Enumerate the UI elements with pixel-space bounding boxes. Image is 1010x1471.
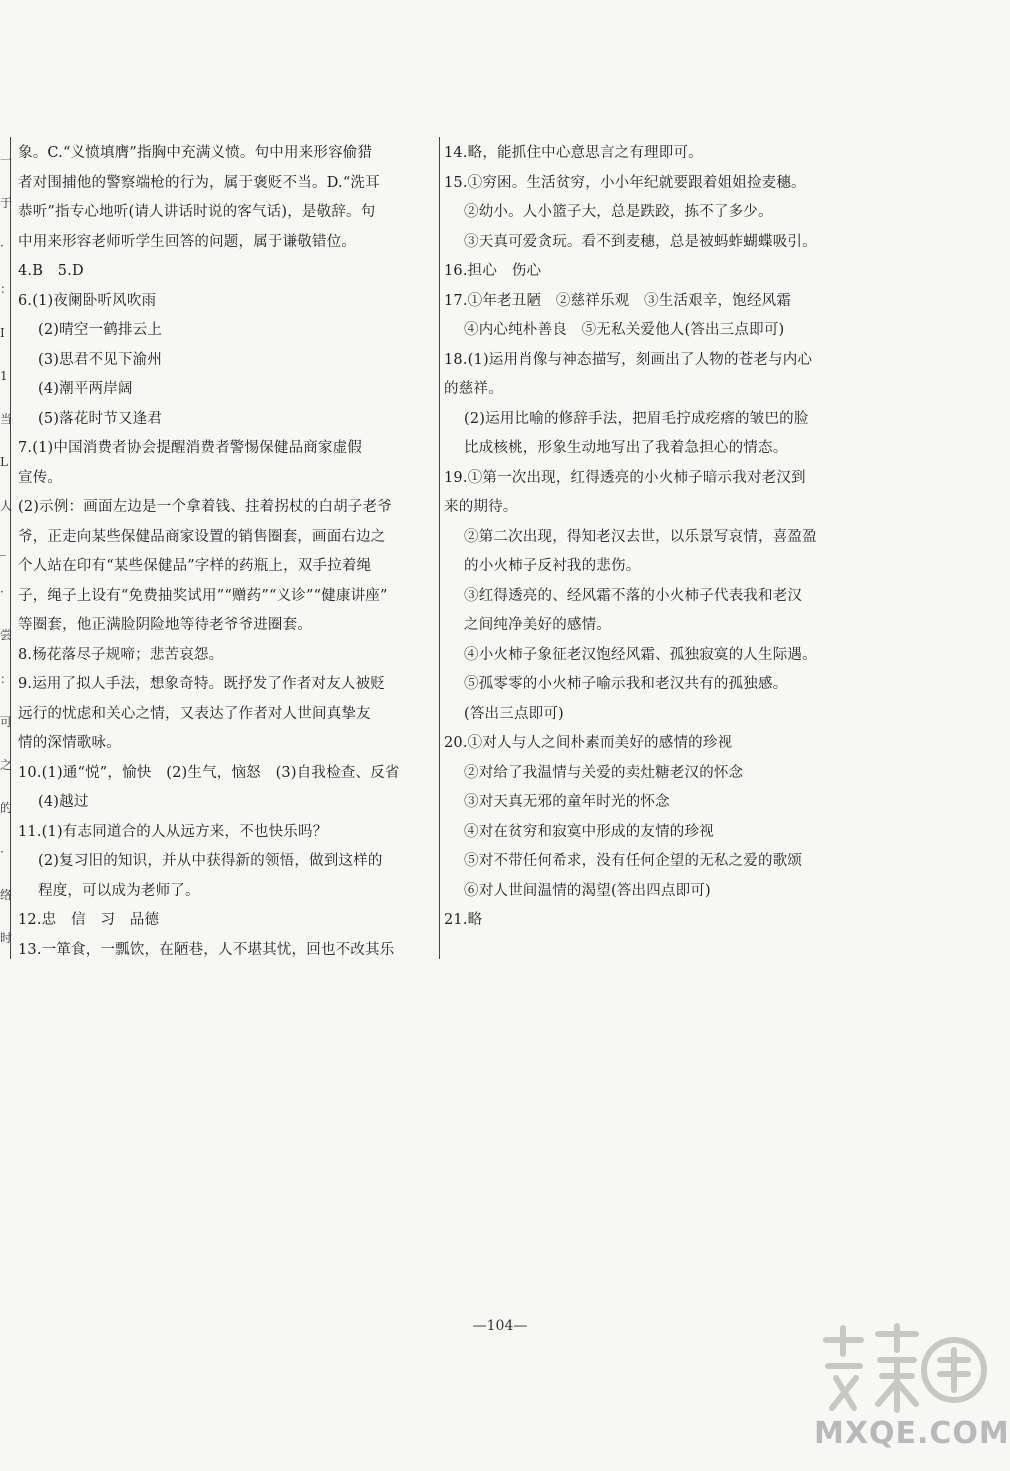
answer-line: 10.(1)通“悦”，愉快 (2)生气，恼怒 (3)自我检查、反省 <box>18 764 400 781</box>
answer-line: 的慈祥。 <box>444 381 503 397</box>
answer-line: 个人站在印有“某些保健品”字样的药瓶上，双手拉着绳 <box>18 558 372 574</box>
gutter-fragment: 于 <box>0 195 13 210</box>
answer-line: 8.杨花落尽子规啼；悲苦哀怨。 <box>18 646 224 663</box>
answer-line: (答出三点即可) <box>464 705 564 722</box>
answer-line: 18.(1)运用肖像与神态描写，刻画出了人物的苍老与内心 <box>444 351 813 368</box>
gutter-fragment: ： <box>0 671 13 686</box>
answer-line: 比成核桃，形象生动地写出了我着急担心的情态。 <box>464 440 788 456</box>
gutter-fragment: 络 <box>0 887 13 902</box>
answer-line: 者对围捕他的警察端枪的行为，属于褒贬不当。D.“洗耳 <box>18 174 380 191</box>
answer-line: 7.(1)中国消费者协会提醒消费者警惕保健品商家虚假 <box>18 440 363 456</box>
answer-line: ④内心纯朴善良 ⑤无私关爱他人(答出三点即可) <box>464 322 785 338</box>
answer-line: 象。C.“义愤填膺”指胸中充满义愤。句中用来形容偷猎 <box>18 145 373 161</box>
answer-line: (5)落花时节又逢君 <box>38 410 163 427</box>
answer-line: ⑤对不带任何希求，没有任何企望的无私之爱的歌颂 <box>464 853 803 869</box>
answer-line: ②第二次出现，得知老汉去世，以乐景写哀情，喜盈盈 <box>464 528 817 545</box>
answer-line: (2)示例：画面左边是一个拿着钱、拄着拐杖的白胡子老爷 <box>18 499 392 515</box>
answer-line: 19.①第一次出现，红得透亮的小火柿子暗示我对老汉到 <box>444 469 806 486</box>
gutter-fragment: 当 <box>0 412 13 427</box>
answer-line: (2)运用比喻的修辞手法，把眉毛拧成疙瘩的皱巴的脸 <box>464 410 809 427</box>
answer-line: 子，绳子上设有“免费抽奖试用”“赠药”“义诊”“健康讲座” <box>18 587 388 604</box>
gutter-fragment: 尝 <box>0 628 13 643</box>
answer-line: ②对给了我温情与关爱的卖灶糖老汉的怀念 <box>464 764 744 781</box>
answer-line: 12.忠 信 习 品德 <box>18 912 160 928</box>
gutter-fragment: 时 <box>0 931 13 946</box>
gutter-fragment: 的 <box>0 801 13 816</box>
gutter-fragment: 一 <box>0 152 13 167</box>
answer-line: ③对天真无邪的童年时光的怀念 <box>464 794 670 810</box>
watermark-text: MXQE.COM <box>814 1416 1010 1451</box>
answer-line: 9.运用了拟人手法，想象奇特。既抒发了作者对友人被贬 <box>18 676 386 692</box>
gutter-fragment: · <box>0 585 4 600</box>
answer-line: 15.①穷困。生活贫穷，小小年纪就要跟着姐姐捡麦穗。 <box>444 174 806 191</box>
gutter-fragment: L <box>0 455 8 470</box>
answer-line: ⑥对人世间温情的渴望(答出四点即可) <box>464 882 711 899</box>
answer-line: ④对在贫穷和寂寞中形成的友情的珍视 <box>464 823 714 840</box>
page-number: —104— <box>472 1318 528 1334</box>
answer-line: ②幼小。人小篮子大，总是跌跤，拣不了多少。 <box>464 204 773 220</box>
gutter-fragment: 人 <box>0 498 13 513</box>
answer-line: 4.B 5.D <box>18 263 84 279</box>
answer-line: ③天真可爱贪玩。看不到麦穗，总是被蚂蚱蝴蝶吸引。 <box>464 233 817 250</box>
answer-line: 爷，正走向某些保健品商家设置的销售圈套，画面右边之 <box>18 528 386 545</box>
answer-line: 中用来形容老师听学生回答的问题，属于谦敬错位。 <box>18 233 357 250</box>
gutter-fragments <box>0 138 13 960</box>
gutter-fragment: · <box>0 239 4 254</box>
watermark <box>808 1312 1010 1462</box>
answer-line: 之间纯净美好的感情。 <box>464 617 611 633</box>
answer-line: (3)思君不见下渝州 <box>38 351 163 368</box>
gutter-fragment: I <box>0 325 5 340</box>
answer-line: 14.略，能抓住中心意思言之有理即可。 <box>444 145 703 161</box>
right-answer-column <box>444 139 864 936</box>
answer-line: 21.略 <box>444 912 483 928</box>
answer-line: 13.一箪食，一瓢饮，在陋巷，人不堪其忧，回也不改其乐 <box>18 941 395 958</box>
answer-line: 16.担心 伤心 <box>444 263 542 279</box>
answer-line: ④小火柿子象征老汉饱经风霜、孤独寂寞的人生际遇。 <box>464 646 817 663</box>
gutter-fragment: 可 <box>0 714 13 729</box>
answer-line: (4)潮平两岸阔 <box>38 381 133 397</box>
answer-line: 程度，可以成为老师了。 <box>38 882 200 899</box>
gutter-fragment: · <box>0 844 4 859</box>
answer-line: 宣传。 <box>18 469 63 486</box>
gutter-fragment: ： <box>0 282 13 297</box>
answer-line: 情的深情歌咏。 <box>18 735 121 751</box>
answer-line: 来的期待。 <box>444 499 518 515</box>
answer-line: ⑤孤零零的小火柿子喻示我和老汉共有的孤独感。 <box>464 676 788 692</box>
answer-line: 20.①对人与人之间朴素而美好的感情的珍视 <box>444 735 733 751</box>
answer-line: (2)晴空一鹤排云上 <box>38 322 163 338</box>
gutter-fragment: 1 <box>0 368 8 383</box>
answer-line: 17.①年老丑陋 ②慈祥乐观 ③生活艰辛，饱经风霜 <box>444 292 792 309</box>
gutter-fragment: 之 <box>0 758 13 773</box>
answer-line: 11.(1)有志同道合的人从远方来，不也快乐吗？ <box>18 823 328 840</box>
answer-line: (4)越过 <box>38 794 89 810</box>
answer-line: 6.(1)夜阑卧听风吹雨 <box>18 292 157 309</box>
answer-line: 等圈套，他正满脸阴险地等待老爷爷进圈套。 <box>18 617 312 633</box>
left-answer-column <box>18 139 436 965</box>
answer-line: 远行的忧虑和关心之情，又表达了作者对人世间真挚友 <box>18 705 371 722</box>
watermark-logo <box>816 1320 986 1416</box>
left-margin-rule <box>10 137 11 959</box>
answer-line: ③红得透亮的、经风霜不落的小火柿子代表我和老汉 <box>464 587 803 604</box>
gutter-fragment: _ <box>0 541 6 556</box>
answer-line: 的小火柿子反衬我的悲伤。 <box>464 558 641 574</box>
column-divider <box>439 137 440 959</box>
answer-line: 恭听”指专心地听(请人讲话时说的客气话)，是敬辞。句 <box>18 204 376 220</box>
answer-line: (2)复习旧的知识，并从中获得新的领悟，做到这样的 <box>38 853 383 869</box>
